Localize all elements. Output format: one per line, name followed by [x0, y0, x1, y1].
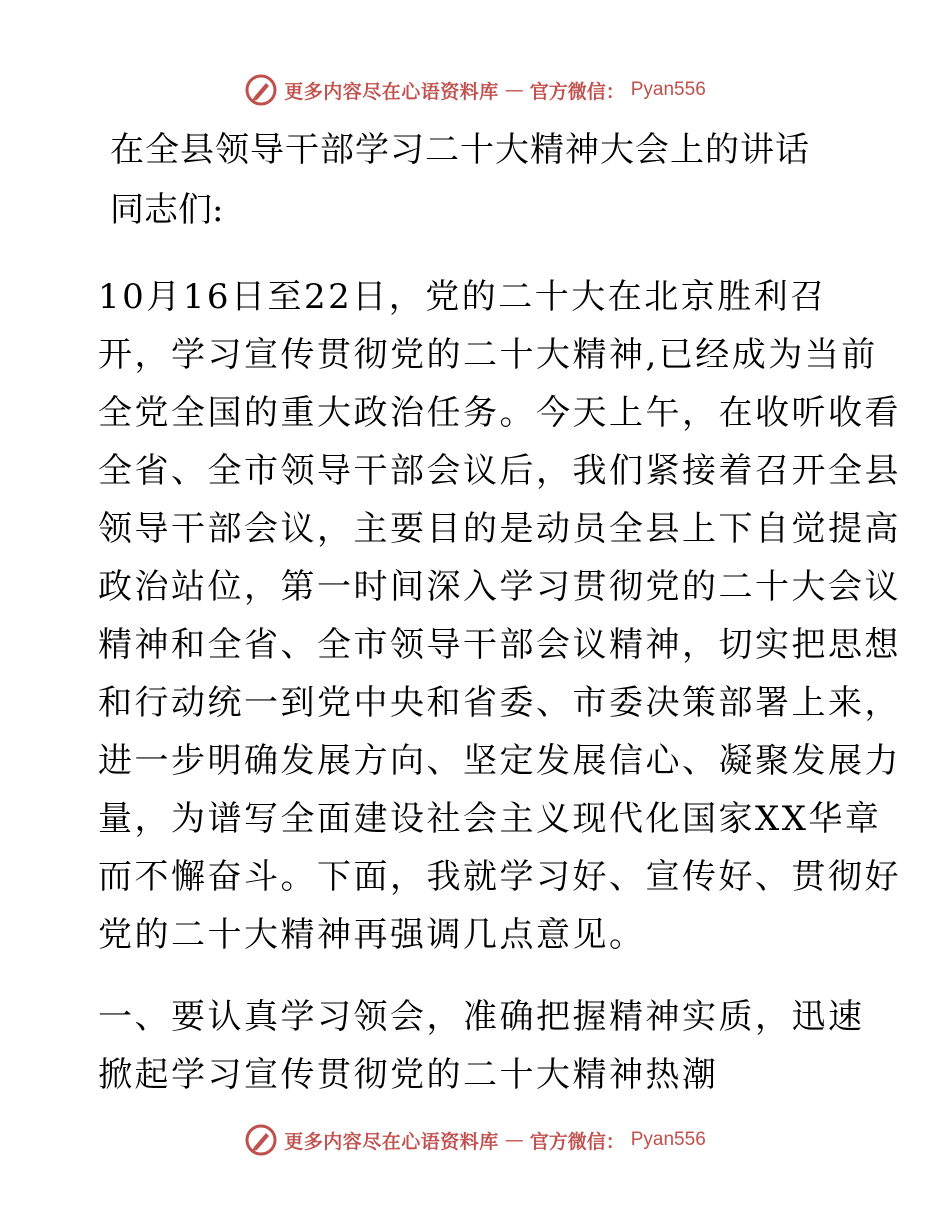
watermark-wechat-label: 官方微信：	[529, 80, 625, 103]
watermark-wechat-id: Pyan556	[630, 1129, 706, 1150]
pen-seal-icon	[244, 73, 278, 107]
paragraph-line: 而不懈奋斗。下面，我就学习好、宣传好、贯彻好	[98, 857, 901, 897]
paragraph-line: 全党全国的重大政治任务。今天上午，在收听收看	[98, 393, 901, 433]
watermark-dash: —	[504, 1129, 524, 1151]
paragraph-line: 和行动统一到党中央和省委、市委决策部署上来，	[98, 683, 901, 723]
section-heading-line: 一、要认真学习领会，准确把握精神实质，迅速	[98, 997, 865, 1037]
section-heading	[98, 988, 865, 1104]
watermark-dash: —	[504, 79, 524, 101]
paragraph-line: 党的二十大精神再强调几点意见。	[98, 915, 646, 955]
document-title: 在全县领导干部学习二十大精神大会上的讲话	[110, 130, 810, 170]
watermark-text: 更多内容尽在心语资料库	[284, 80, 499, 103]
paragraph-line: 领导干部会议，主要目的是动员全县上下自觉提高	[98, 509, 901, 549]
watermark-header	[0, 70, 950, 110]
pen-seal-icon	[244, 1123, 278, 1157]
paragraph-line: 开，学习宣传贯彻党的二十大精神,已经成为当前	[98, 335, 878, 375]
body-paragraph	[98, 268, 901, 964]
paragraph-line: 政治站位，第一时间深入学习贯彻党的二十大会议	[98, 567, 901, 607]
paragraph-line: 10月16日至22日，党的二十大在北京胜利召	[98, 277, 827, 317]
watermark-footer	[0, 1120, 950, 1160]
salutation: 同志们:	[110, 190, 224, 230]
watermark-wechat-label: 官方微信：	[529, 1130, 625, 1153]
watermark-text: 更多内容尽在心语资料库	[284, 1130, 499, 1153]
paragraph-line: 量，为谱写全面建设社会主义现代化国家XX华章	[98, 799, 882, 839]
section-heading-line: 掀起学习宣传贯彻党的二十大精神热潮	[98, 1055, 719, 1095]
paragraph-line: 全省、全市领导干部会议后，我们紧接着召开全县	[98, 451, 901, 491]
paragraph-line: 精神和全省、全市领导干部会议精神，切实把思想	[98, 625, 901, 665]
watermark-wechat-id: Pyan556	[630, 79, 706, 100]
paragraph-line: 进一步明确发展方向、坚定发展信心、凝聚发展力	[98, 741, 901, 781]
